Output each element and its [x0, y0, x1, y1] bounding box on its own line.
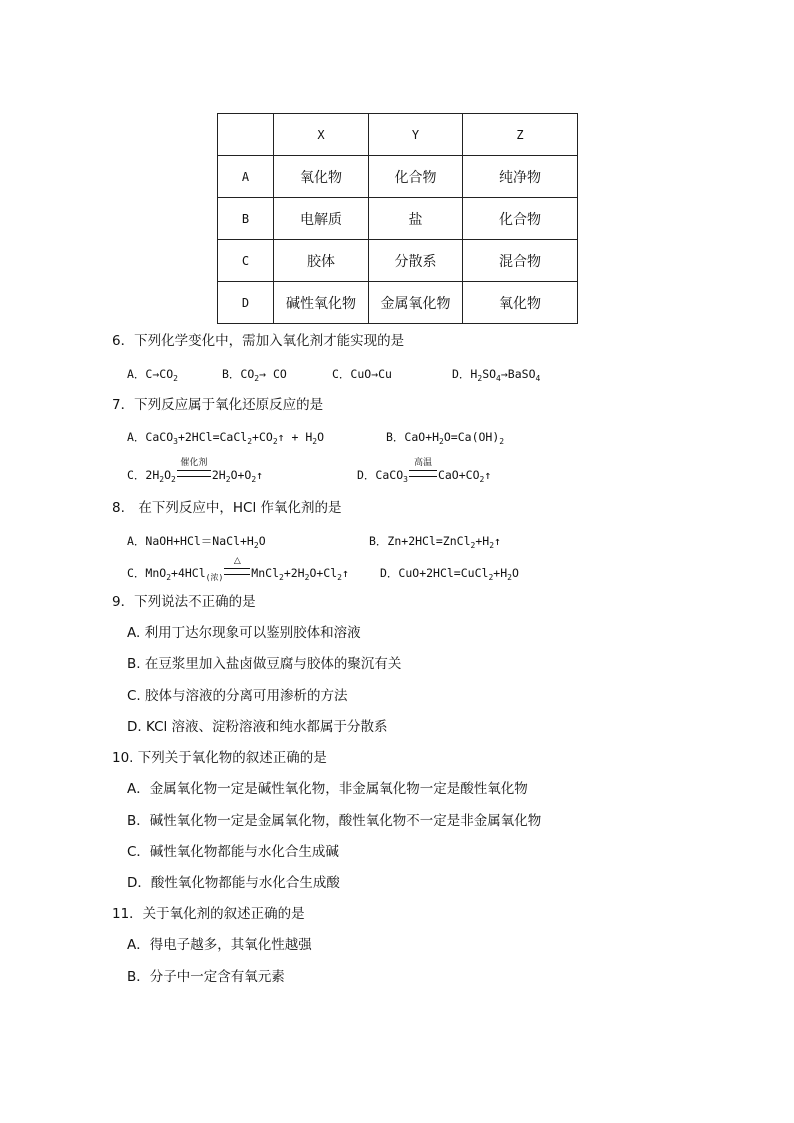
high-temp-condition: 高温 [408, 466, 438, 484]
question-11-stem: 11．关于氧化剂的叙述正确的是 [112, 906, 305, 922]
question-7-stem: 7．下列反应属于氧化还原反应的是 [112, 397, 324, 413]
question-10-stem: 10. 下列关于氧化物的叙述正确的是 [112, 750, 327, 766]
q9-option-c: C. 胶体与溶液的分离可用渗析的方法 [127, 688, 348, 704]
q7-option-a: A．$CaCO_3+2HCl=CaCl_2+CO_2↑ + H_2O$ [127, 430, 325, 446]
table-cell: 纯净物 [463, 156, 578, 198]
table-cell: B [218, 198, 274, 240]
q10-option-a: A．金属氧化物一定是碱性氧化物，非金属氧化物一定是酸性氧化物 [127, 781, 528, 797]
table-header-cell: Z [463, 114, 578, 156]
q6-option-c: C．CuO→Cu [332, 367, 392, 381]
catalyst-condition: 催化剂 [176, 466, 212, 484]
table-row [218, 156, 578, 198]
q7-option-b: B．$CaO+H_2O=Ca(OH)_2$ [386, 430, 505, 446]
q10-option-b: B．碱性氧化物一定是金属氧化物，酸性氧化物不一定是非金属氧化物 [127, 813, 542, 829]
q7-option-d: D．CaCO$_3$ 高温 $CaO+CO_2↑$ [357, 458, 492, 484]
table-cell: 金属氧化物 [369, 282, 463, 324]
table-cell: A [218, 156, 274, 198]
table-cell: 电解质 [274, 198, 369, 240]
q7-option-c: C．$2H_2O_2$ 催化剂 $2H_2O+O_2↑$ [127, 458, 264, 484]
heat-condition: △ [223, 564, 251, 582]
q6-option-b: B．$CO_2\to$ CO [222, 367, 287, 383]
table-cell: D [218, 282, 274, 324]
q9-option-b: B. 在豆浆里加入盐卤做豆腐与胶体的聚沉有关 [127, 656, 402, 672]
table-cell: 胶体 [274, 240, 369, 282]
q10-option-c: C．碱性氧化物都能与水化合生成碱 [127, 844, 339, 860]
table-header-row [218, 114, 578, 156]
question-6-stem: 6．下列化学变化中，需加入氧化剂才能实现的是 [112, 333, 405, 349]
question-8-stem: 8. 在下列反应中，HCl 作氧化剂的是 [112, 500, 342, 516]
q8-option-d: D．$CuO+2HCl=CuCl_2+H_2O$ [380, 566, 519, 582]
table-row [218, 198, 578, 240]
q9-option-d: D. KCl 溶液、淀粉溶液和纯水都属于分散系 [127, 719, 388, 735]
q9-option-a: A. 利用丁达尔现象可以鉴别胶体和溶液 [127, 625, 361, 641]
table-row [218, 282, 578, 324]
table-cell: 氧化物 [274, 156, 369, 198]
table-cell: 混合物 [463, 240, 578, 282]
table-cell: 分散系 [369, 240, 463, 282]
table-cell: 化合物 [369, 156, 463, 198]
q6-option-a: A．$C\to CO_2$ [127, 367, 178, 383]
q8-option-c: C．MnO$_2$+4HCl$_{(浓)}$ △ $MnCl_2+2H_2O+Cl_2↑$ [127, 556, 349, 582]
q11-option-a: A．得电子越多，其氧化性越强 [127, 937, 312, 953]
table-header-cell: X [274, 114, 369, 156]
q8-option-a: A．$NaOH+HCl=NaCl+H_2O$ [127, 534, 266, 550]
classification-table [217, 113, 578, 324]
q6-option-d: D．$H_2SO_4\to BaSO_4$ [452, 367, 541, 383]
table-cell: 化合物 [463, 198, 578, 240]
table-cell: 碱性氧化物 [274, 282, 369, 324]
table-header-cell [218, 114, 274, 156]
q10-option-d: D．酸性氧化物都能与水化合生成酸 [127, 875, 340, 891]
question-9-stem: 9．下列说法不正确的是 [112, 594, 256, 610]
table-row [218, 240, 578, 282]
table-header-cell: Y [369, 114, 463, 156]
table-cell: 氧化物 [463, 282, 578, 324]
q11-option-b: B．分子中一定含有氧元素 [127, 969, 285, 985]
table-cell: C [218, 240, 274, 282]
table-cell: 盐 [369, 198, 463, 240]
q8-option-b: B．$Zn+2HCl=ZnCl_2+H_2↑$ [369, 534, 501, 550]
